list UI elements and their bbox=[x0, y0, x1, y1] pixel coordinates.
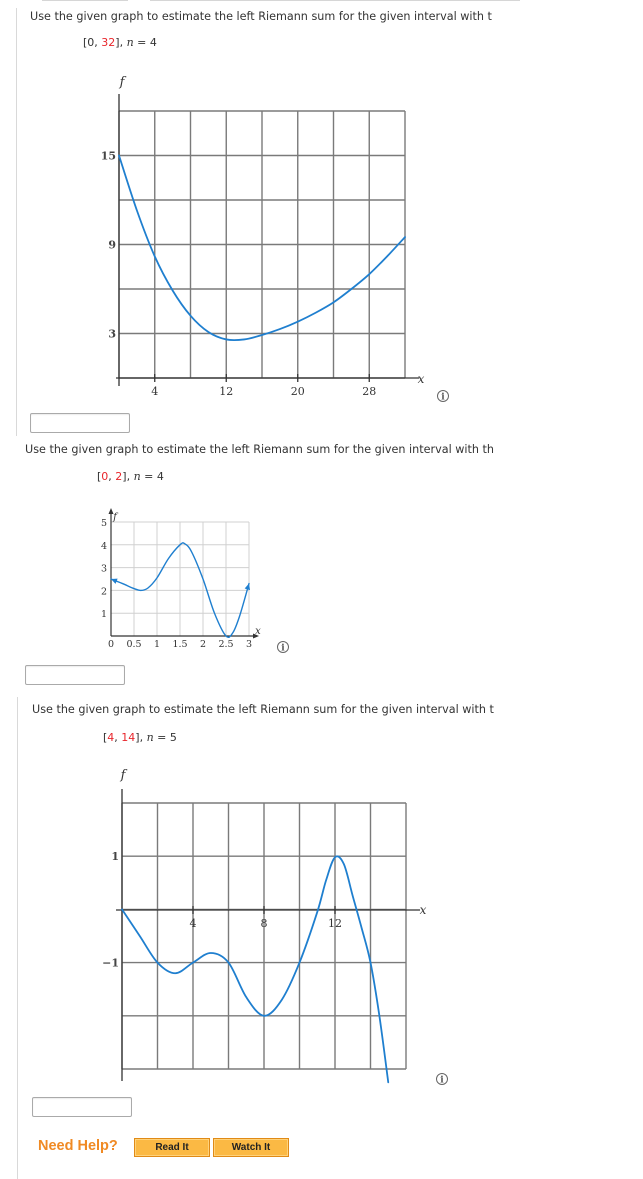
problem-2-prompt: Use the given graph to estimate the left Riemann sum for the given interval with th bbox=[25, 443, 495, 456]
x-tick-label: 20 bbox=[290, 385, 305, 398]
x-tick-label: 1.5 bbox=[172, 639, 188, 650]
interval-end: 32 bbox=[101, 36, 116, 49]
interval-start: 4 bbox=[107, 731, 115, 744]
x-tick-label: 4 bbox=[189, 917, 197, 930]
y-tick-label: 1 bbox=[111, 850, 119, 864]
x-axis-label: x bbox=[417, 372, 425, 386]
interval-end: 2 bbox=[115, 470, 123, 483]
y-tick-label: −1 bbox=[102, 956, 119, 970]
y-axis-label: f bbox=[119, 75, 125, 90]
svg-text:i: i bbox=[441, 392, 445, 403]
n-value: 4 bbox=[156, 470, 164, 483]
y-axis-label: f bbox=[113, 512, 117, 523]
x-tick-label: 8 bbox=[260, 917, 268, 930]
x-tick-label: 4 bbox=[151, 385, 159, 398]
x-axis-label: x bbox=[255, 626, 261, 637]
interval-end: 14 bbox=[121, 731, 136, 744]
y-tick-label: 15 bbox=[100, 149, 116, 163]
x-tick-label: 3 bbox=[245, 639, 253, 650]
y-tick-label: 1 bbox=[100, 609, 107, 621]
problem-3-interval: [4, 14], n = 5 bbox=[103, 731, 177, 744]
y-tick-label: 2 bbox=[100, 586, 107, 598]
x-tick-label: 1 bbox=[153, 639, 161, 650]
x-tick-label: 28 bbox=[362, 385, 377, 398]
n-value: 4 bbox=[149, 36, 157, 49]
x-tick-label: 12 bbox=[219, 385, 234, 398]
watch-it-button[interactable]: Watch It bbox=[213, 1138, 289, 1157]
y-tick-label: 9 bbox=[108, 238, 116, 252]
function-curve bbox=[122, 856, 388, 1082]
y-tick-label: 3 bbox=[108, 327, 116, 341]
problem-1-interval: [0, 32], n = 4 bbox=[83, 36, 157, 49]
x-tick-label: 12 bbox=[328, 917, 342, 930]
x-tick-label: 2 bbox=[199, 639, 207, 650]
info-icon[interactable] bbox=[437, 1074, 448, 1086]
x-tick-label: 0.5 bbox=[126, 639, 142, 650]
y-tick-label: 4 bbox=[100, 540, 107, 552]
read-it-button[interactable]: Read It bbox=[134, 1138, 210, 1157]
problem-2-interval: [0, 2], n = 4 bbox=[97, 470, 164, 483]
y-axis-label: f bbox=[120, 768, 126, 783]
interval-start: 0 bbox=[87, 36, 95, 49]
svg-text:i: i bbox=[281, 643, 285, 654]
x-tick-label: 2.5 bbox=[218, 639, 234, 650]
interval-start: 0 bbox=[101, 470, 109, 483]
n-value: 5 bbox=[169, 731, 177, 744]
need-help-label: Need Help? bbox=[38, 1138, 118, 1154]
x-axis-label: x bbox=[419, 903, 427, 917]
problem-1-prompt: Use the given graph to estimate the left Riemann sum for the given interval with t bbox=[30, 10, 492, 23]
problem-3-answer-input[interactable] bbox=[32, 1097, 132, 1117]
x-tick-label: 0 bbox=[107, 639, 115, 650]
problem-3-prompt: Use the given graph to estimate the left Riemann sum for the given interval with t bbox=[32, 703, 494, 716]
y-tick-label: 5 bbox=[100, 518, 107, 529]
y-tick-label: 3 bbox=[100, 563, 107, 575]
svg-text:i: i bbox=[440, 1075, 444, 1086]
